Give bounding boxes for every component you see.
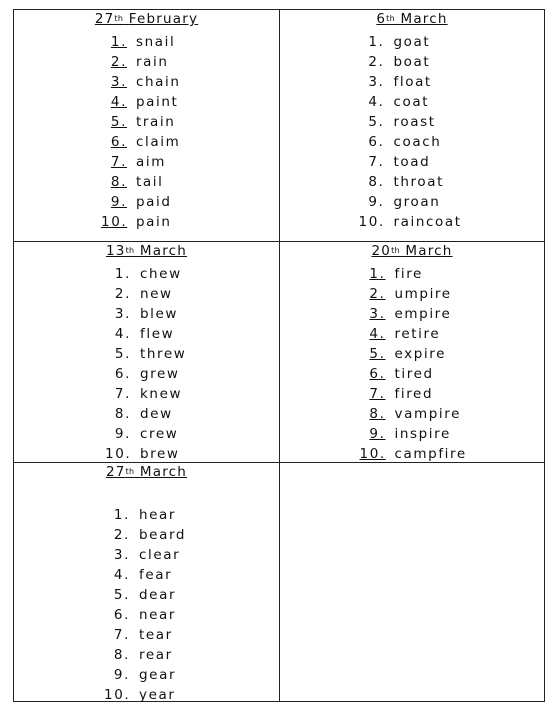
spelling-word: chain bbox=[136, 74, 181, 90]
item-number: 2. bbox=[113, 527, 130, 543]
word-item bbox=[280, 344, 544, 364]
item-number: 2. bbox=[114, 286, 131, 302]
word-item bbox=[14, 424, 279, 444]
date-suffix: th bbox=[125, 467, 135, 476]
word-item bbox=[14, 284, 279, 304]
date-suffix: th bbox=[391, 246, 400, 255]
word-item bbox=[14, 192, 279, 212]
item-number: 7. bbox=[369, 386, 386, 402]
spelling-word: empire bbox=[394, 306, 452, 322]
spelling-word: beard bbox=[139, 527, 187, 543]
spelling-word: coach bbox=[393, 134, 442, 150]
word-item bbox=[280, 264, 544, 284]
cell-title bbox=[14, 242, 279, 261]
item-number: 9. bbox=[368, 194, 385, 210]
item-number: 2. bbox=[368, 54, 385, 70]
word-item bbox=[14, 344, 279, 364]
spelling-word: snail bbox=[136, 34, 176, 50]
week-cell-20-march bbox=[280, 242, 544, 462]
word-item bbox=[14, 665, 279, 685]
date-suffix: th bbox=[386, 14, 395, 23]
spelling-word: flew bbox=[140, 326, 175, 342]
spelling-word: dear bbox=[139, 587, 177, 603]
spelling-word: fire bbox=[394, 266, 423, 282]
word-item bbox=[280, 304, 544, 324]
spelling-table bbox=[13, 9, 545, 702]
item-number: 4. bbox=[114, 326, 131, 342]
spelling-word: chew bbox=[140, 266, 182, 282]
word-item bbox=[280, 364, 544, 384]
item-number: 9. bbox=[369, 426, 386, 442]
spelling-word: clear bbox=[139, 547, 181, 563]
item-number: 4. bbox=[110, 94, 127, 110]
spelling-word: dew bbox=[140, 406, 173, 422]
item-number: 6. bbox=[113, 607, 130, 623]
item-number: 10. bbox=[358, 214, 385, 230]
spelling-word: fired bbox=[394, 386, 434, 402]
date-day: 20 bbox=[371, 243, 392, 259]
word-item bbox=[280, 52, 544, 72]
word-item bbox=[14, 172, 279, 192]
item-number: 3. bbox=[114, 306, 131, 322]
spelling-word: pain bbox=[136, 214, 172, 230]
spelling-word: retire bbox=[394, 326, 441, 342]
word-list bbox=[14, 505, 279, 705]
word-item bbox=[280, 132, 544, 152]
word-item bbox=[14, 152, 279, 172]
item-number: 8. bbox=[113, 647, 130, 663]
date-month: March bbox=[405, 243, 453, 259]
word-item bbox=[14, 132, 279, 152]
cell-title bbox=[280, 10, 544, 29]
item-number: 8. bbox=[368, 174, 385, 190]
word-item bbox=[14, 52, 279, 72]
spelling-word: expire bbox=[394, 346, 447, 362]
spelling-word: boat bbox=[393, 54, 431, 70]
word-item bbox=[14, 685, 279, 705]
item-number: 10. bbox=[359, 446, 386, 462]
spelling-word: groan bbox=[393, 194, 441, 210]
item-number: 3. bbox=[113, 547, 130, 563]
spelling-word: grew bbox=[140, 366, 180, 382]
date-month: March bbox=[400, 11, 448, 27]
date-day: 27 bbox=[94, 11, 115, 27]
item-number: 1. bbox=[368, 34, 385, 50]
item-number: 2. bbox=[110, 54, 127, 70]
item-number: 9. bbox=[113, 667, 130, 683]
spelling-word: crew bbox=[140, 426, 179, 442]
week-cell-27-february bbox=[14, 10, 279, 241]
spelling-word: goat bbox=[393, 34, 431, 50]
spelling-word: knew bbox=[140, 386, 183, 402]
week-cell-27-march bbox=[14, 463, 279, 701]
item-number: 9. bbox=[110, 194, 127, 210]
word-item bbox=[14, 72, 279, 92]
cell-title bbox=[280, 242, 544, 261]
spelling-word: inspire bbox=[394, 426, 451, 442]
cell-title bbox=[14, 10, 279, 29]
spelling-word: tear bbox=[139, 627, 173, 643]
week-cell-6-march bbox=[280, 10, 544, 241]
item-number: 8. bbox=[369, 406, 386, 422]
word-item bbox=[280, 284, 544, 304]
word-item bbox=[280, 32, 544, 52]
word-item bbox=[280, 172, 544, 192]
spelling-word: year bbox=[139, 687, 176, 703]
date-day: 13 bbox=[105, 243, 126, 259]
word-item bbox=[280, 384, 544, 404]
item-number: 7. bbox=[113, 627, 130, 643]
item-number: 5. bbox=[368, 114, 385, 130]
word-item bbox=[280, 152, 544, 172]
word-list bbox=[280, 264, 544, 464]
item-number: 6. bbox=[114, 366, 131, 382]
item-number: 1. bbox=[113, 507, 130, 523]
spelling-word: rain bbox=[136, 54, 169, 70]
spelling-word: claim bbox=[136, 134, 181, 150]
cell-title bbox=[14, 463, 279, 482]
item-number: 10. bbox=[104, 687, 131, 703]
item-number: 8. bbox=[110, 174, 127, 190]
spelling-word: rear bbox=[139, 647, 173, 663]
word-item bbox=[14, 32, 279, 52]
item-number: 10. bbox=[105, 446, 132, 462]
spelling-word: roast bbox=[393, 114, 436, 130]
item-number: 3. bbox=[110, 74, 127, 90]
item-number: 6. bbox=[368, 134, 385, 150]
word-item bbox=[14, 364, 279, 384]
date-day: 27 bbox=[105, 464, 126, 480]
spelling-word: coat bbox=[393, 94, 430, 110]
item-number: 5. bbox=[114, 346, 131, 362]
item-number: 9. bbox=[114, 426, 131, 442]
spelling-word: vampire bbox=[394, 406, 461, 422]
spelling-word: threw bbox=[140, 346, 187, 362]
empty-cell bbox=[280, 463, 544, 701]
week-cell-13-march bbox=[14, 242, 279, 462]
word-item bbox=[280, 324, 544, 344]
item-number: 3. bbox=[369, 306, 386, 322]
item-number: 1. bbox=[369, 266, 386, 282]
word-item bbox=[280, 424, 544, 444]
word-item bbox=[14, 525, 279, 545]
word-item bbox=[280, 72, 544, 92]
word-item bbox=[280, 212, 544, 232]
word-item bbox=[14, 565, 279, 585]
spelling-word: raincoat bbox=[393, 214, 462, 230]
word-item bbox=[14, 304, 279, 324]
spelling-word: gear bbox=[139, 667, 177, 683]
word-item bbox=[14, 112, 279, 132]
item-number: 5. bbox=[110, 114, 127, 130]
word-item bbox=[14, 545, 279, 565]
item-number: 3. bbox=[368, 74, 385, 90]
word-item bbox=[280, 92, 544, 112]
spelling-word: campfire bbox=[394, 446, 467, 462]
item-number: 8. bbox=[114, 406, 131, 422]
spelling-word: train bbox=[136, 114, 176, 130]
word-item bbox=[14, 212, 279, 232]
word-item bbox=[280, 404, 544, 424]
item-number: 7. bbox=[114, 386, 131, 402]
word-list bbox=[14, 264, 279, 464]
item-number: 7. bbox=[110, 154, 127, 170]
word-item bbox=[14, 444, 279, 464]
word-item bbox=[14, 585, 279, 605]
word-list bbox=[14, 32, 279, 232]
word-item bbox=[280, 192, 544, 212]
spelling-word: hear bbox=[139, 507, 177, 523]
item-number: 6. bbox=[369, 366, 386, 382]
item-number: 5. bbox=[113, 587, 130, 603]
spelling-word: tail bbox=[136, 174, 164, 190]
word-list bbox=[280, 32, 544, 232]
spelling-word: toad bbox=[393, 154, 431, 170]
word-item bbox=[280, 112, 544, 132]
item-number: 2. bbox=[369, 286, 386, 302]
item-number: 4. bbox=[113, 567, 130, 583]
item-number: 5. bbox=[369, 346, 386, 362]
date-suffix: th bbox=[125, 246, 135, 255]
word-item bbox=[14, 625, 279, 645]
date-month: March bbox=[139, 464, 188, 480]
date-day: 6 bbox=[376, 11, 387, 27]
item-number: 4. bbox=[369, 326, 386, 342]
spelling-word: paid bbox=[136, 194, 172, 210]
word-item bbox=[280, 444, 544, 464]
word-item bbox=[14, 645, 279, 665]
item-number: 1. bbox=[110, 34, 127, 50]
date-suffix: th bbox=[114, 14, 124, 23]
spelling-word: paint bbox=[136, 94, 179, 110]
item-number: 10. bbox=[101, 214, 128, 230]
spelling-word: throat bbox=[393, 174, 445, 190]
word-item bbox=[14, 384, 279, 404]
spelling-word: aim bbox=[136, 154, 166, 170]
item-number: 4. bbox=[368, 94, 385, 110]
date-month: March bbox=[139, 243, 188, 259]
spelling-word: umpire bbox=[394, 286, 452, 302]
word-item bbox=[14, 404, 279, 424]
word-item bbox=[14, 605, 279, 625]
item-number: 7. bbox=[368, 154, 385, 170]
word-item bbox=[14, 92, 279, 112]
item-number: 6. bbox=[110, 134, 127, 150]
spelling-word: brew bbox=[140, 446, 180, 462]
spelling-word: fear bbox=[139, 567, 173, 583]
spelling-word: blew bbox=[140, 306, 179, 322]
spelling-word: float bbox=[393, 74, 432, 90]
word-item bbox=[14, 505, 279, 525]
spelling-word: new bbox=[140, 286, 173, 302]
spelling-word: near bbox=[139, 607, 177, 623]
date-month: February bbox=[128, 11, 199, 27]
item-number: 1. bbox=[114, 266, 131, 282]
word-item bbox=[14, 324, 279, 344]
spelling-word: tired bbox=[394, 366, 434, 382]
word-item bbox=[14, 264, 279, 284]
